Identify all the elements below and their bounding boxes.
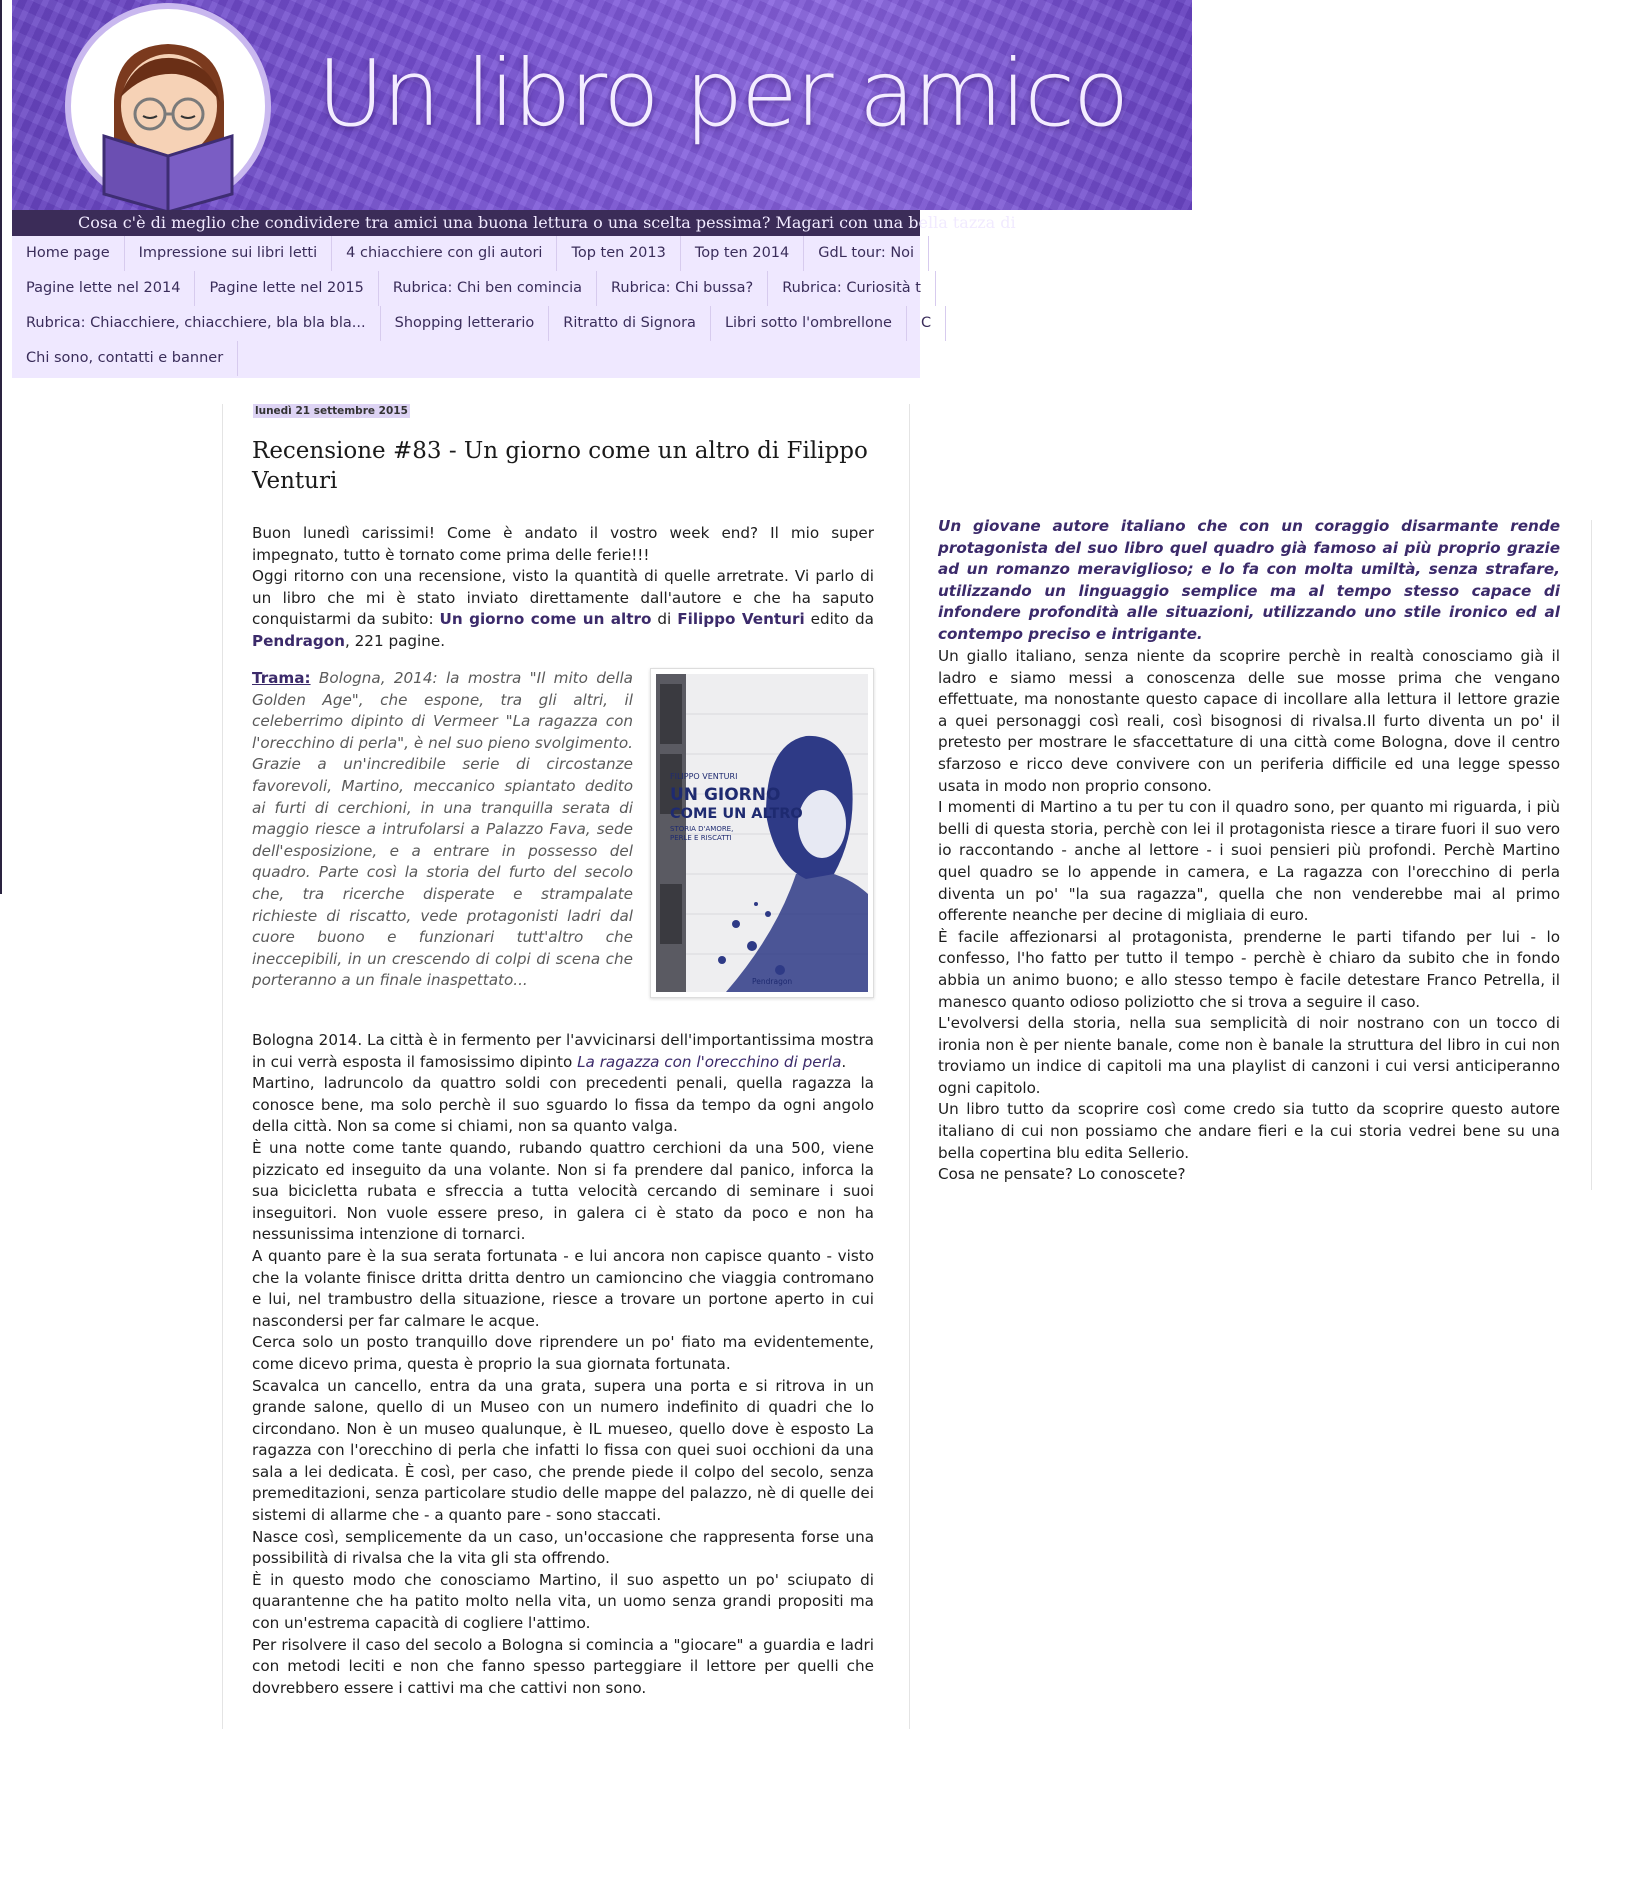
nav-row-3: [12, 306, 946, 341]
cover-subtitle-2: PERLE E RISCATTI: [670, 834, 732, 842]
nav-top-ten-2014[interactable]: Top ten 2014: [681, 236, 804, 271]
right-paragraph-3: È facile affezionarsi al protagonista, prenderne le parti tifando per lui - lo confesso, l'ho fatto per tutto il tempo - perchè è chiaro da subito che in fondo abbia un animo buono; e allo stesso tempo è facile detestare Franco Petrella, il manesco quanto odioso poliziotto che si trova a seguire il caso.: [938, 927, 1560, 1011]
review-continuation: [938, 646, 1560, 1186]
right-paragraph-1: Un giallo italiano, senza niente da scoprire perchè in realtà conosciamo già il ladro e siamo messi a conoscenza delle sue mosse prima che vengano effettuate, ma nonostante questo capace di incollare alla lettura il lettore grazie a quei personaggi così reali, così bisognosi di rivalsa.Il furto diventa un po' il pretesto per mostrare le sfaccettature di una città come Bologna, dove il centro sfarzoso e ricco deve convivere con un periferia difficile ed una legge spesso usata in modo non proprio consono.: [938, 647, 1560, 795]
intro-text-a: Oggi ritorno con una recensione, visto la quantità di quelle arretrate. Vi parlo di un libro che mi è stato inviato direttamente dall'autore e che ha saputo conquistarmi da subito:: [252, 567, 874, 629]
nav-chiacchiere[interactable]: Rubrica: Chiacchiere, chiacchiere, bla bla bla...: [12, 306, 381, 341]
intro-text-b: di: [651, 610, 678, 629]
blog-banner[interactable]: [12, 0, 1192, 210]
nav-row-2: [12, 271, 936, 306]
pages-navigation: [12, 236, 932, 378]
post-date: lunedì 21 settembre 2015: [255, 405, 408, 417]
nav-truncated[interactable]: C: [907, 306, 946, 341]
body-paragraph-4: A quanto pare è la sua serata fortunata - e lui ancora non capisce quanto - visto che la volante finisce dritta dritta dentro un camioncino che viaggia contromano e lui, nel trambustro della situazione, riesce a trovare un portone aperto in cui nascondersi per far calmare le acque.: [252, 1246, 874, 1330]
nav-chi-bussa[interactable]: Rubrica: Chi bussa?: [597, 271, 768, 306]
nav-impressioni[interactable]: Impressione sui libri letti: [125, 236, 333, 271]
book-cover-frame[interactable]: [650, 668, 874, 998]
intro-text-d: , 221 pagine.: [344, 631, 446, 650]
book-title-link[interactable]: Un giorno come un altro: [439, 610, 652, 629]
nav-ritratto[interactable]: Ritratto di Signora: [549, 306, 711, 341]
blog-tagline: Cosa c'è di meglio che condividere tra amici una buona lettura o una scelta pessima? Magari con una bella tazza di: [78, 213, 1016, 232]
publisher-link[interactable]: Pendragon: [252, 631, 345, 650]
nav-gdl-tour[interactable]: GdL tour: Noi: [804, 236, 929, 271]
nav-chi-ben-comincia[interactable]: Rubrica: Chi ben comincia: [379, 271, 597, 306]
cover-title-1: UN GIORNO: [670, 785, 781, 805]
tagline-bar: [12, 210, 1016, 236]
nav-pagine-2015[interactable]: Pagine lette nel 2015: [195, 271, 378, 306]
body-paragraph-9: Per risolvere il caso del secolo a Bologna si comincia a "giocare" a guardia e ladri con metodi leciti e non che fanno spesso parteggiare il lettore per quelli che dovrebbero essere i cattivi ma che cattivi non sono.: [252, 1635, 874, 1697]
cover-author: FILIPPO VENTURI: [670, 772, 738, 781]
body-text-1b: .: [841, 1052, 847, 1071]
nav-row-4: [12, 341, 238, 376]
nav-top-ten-2013[interactable]: Top ten 2013: [557, 236, 680, 271]
author-link[interactable]: Filippo Venturi: [677, 610, 805, 629]
body-paragraph-6: Scavalca un cancello, entra da una grata, supera una porta e si ritrova in un grande salone, quello di un Museo con un numero indefinito di quadri che lo circondano. Non è un museo qualunque, è IL mueseo, quello dove è esposto La ragazza con l'orecchino di perla che infatti lo fissa con quei suoi occhioni da una sala a lei dedicata. È così, per caso, che prende piede il colpo del secolo, senza premeditazioni, senza particolare studio delle mappe del palazzo, nè di quelle dei sistemi di allarme che - a quanto pare - sono staccati.: [252, 1376, 874, 1525]
body-paragraph-2: Martino, ladruncolo da quattro soldi con precedenti penali, quella ragazza la conosce bene, ma solo perchè il suo sguardo lo fissa da tempo da ogni angolo della città. Non sa come si chiami, non sa quanto valga.: [252, 1074, 874, 1136]
left-edge-rule: [0, 0, 2, 894]
nav-shopping[interactable]: Shopping letterario: [381, 306, 550, 341]
body-paragraph-3: È una notte come tante quando, rubando quattro cerchioni da una 500, viene pizzicato ed inseguito da una volante. Non si fa prendere dal panico, inforca la sua bicicletta rubata e sfreccia a tutta velocità cercando di seminare i suoi inseguitori. Non vuole essere preso, in galera ci è stato da poco e non ha nessunissima intenzione di tornarci.: [252, 1138, 874, 1244]
blog-title[interactable]: Un libro per amico: [317, 40, 1128, 147]
book-cover-image: [656, 674, 868, 992]
nav-home[interactable]: Home page: [12, 236, 125, 271]
nav-pagine-2014[interactable]: Pagine lette nel 2014: [12, 271, 195, 306]
synopsis: [252, 668, 633, 992]
right-paragraph-5: Un libro tutto da scoprire così come credo sia tutto da scoprire questo autore italiano di cui non possiamo che andare fieri e la cui storia vedrei bene su una bella copertina blu edita Sellerio.: [938, 1100, 1560, 1162]
nav-chiacchiere-autori[interactable]: 4 chiacchiere con gli autori: [332, 236, 557, 271]
intro-line-1: Buon lunedì carissimi! Come è andato il vostro week end? Il mio super impegnato, tutto è tornato come prima delle ferie!!!: [252, 524, 874, 564]
reading-girl-logo: [64, 6, 280, 216]
right-paragraph-4: L'evolversi della storia, nella sua semplicità di noir nostrano con un tocco di ironia non è per niente banale, come non è banale la struttura del libro in cui non troviamo un indice di capitoli ma una playlist di canzoni i cui versi anticiperanno ogni capitolo.: [938, 1014, 1560, 1097]
nav-chi-sono[interactable]: Chi sono, contatti e banner: [12, 341, 238, 376]
intro-paragraph: [252, 523, 874, 653]
cover-subtitle-1: STORIA D'AMORE,: [670, 825, 734, 833]
nav-ombrellone[interactable]: Libri sotto l'ombrellone: [711, 306, 907, 341]
nav-curiosita[interactable]: Rubrica: Curiosità t: [768, 271, 936, 306]
intro-text-c: edito da: [804, 610, 874, 629]
right-paragraph-6: Cosa ne pensate? Lo conoscete?: [938, 1165, 1186, 1184]
review-body: [252, 1030, 874, 1699]
synopsis-text: Bologna, 2014: la mostra "Il mito della Golden Age", che espone, tra gli altri, il celeberrimo dipinto di Vermeer "La ragazza con l'orecchino di perla", è nel suo pieno svolgimento. Grazie a un'incredibile serie di circostanze favorevoli, Martino, meccanico spiantato dedito ai furti di cerchioni, in una tranquilla serata di maggio riesce a intrufolarsi a Palazzo Fava, sede dell'esposizione, e a entrare in possesso del quadro. Parte così la storia del furto del secolo che, tra ricerche disperate e strampalate richieste di riscatto, vede protagonisti ladri dal cuore buono e funzionari tutt'altro che ineccepibili, in un crescendo di colpi di scena che porteranno a un finale inaspettato...: [252, 669, 633, 990]
body-paragraph-7: Nasce così, semplicemente da un caso, un'occasione che rappresenta forse una possibilità di rivalsa che la vita gli sta offrendo.: [252, 1527, 874, 1568]
right-paragraph-2: I momenti di Martino a tu per tu con il quadro sono, per quanto mi riguarda, i più belli di questa storia, perchè con lei il protagonista riesce a tirare fuori il suo vero io raccontando - anche al lettore - i suoi pensieri più profondi. Perchè Martino quel quadro se lo appende in camera, e La ragazza con l'orecchino di perla diventa un po' "la sua ragazza", quella che non venderebbe mai al primo offerente neanche per decine di migliaia di euro.: [938, 798, 1560, 925]
cover-title-2: COME UN ALTRO: [670, 806, 803, 822]
body-paragraph-5: Cerca solo un posto tranquillo dove riprendere un po' fiato ma evidentemente, come dicevo prima, questa è proprio la sua giornata fortunata.: [252, 1333, 874, 1373]
painting-link[interactable]: La ragazza con l'orecchino di perla: [577, 1052, 842, 1071]
body-text-1a: Bologna 2014. La città è in fermento per l'avvicinarsi dell'importantissima mostra in cui verrà esposta il famosissimo dipinto: [252, 1031, 874, 1071]
body-paragraph-8: È in questo modo che conosciamo Martino, il suo aspetto un po' sciupato di quarantenne che ha patito molto nella vita, un uomo senza grandi propositi ma con un'estrema capacità di cogliere l'attimo.: [252, 1570, 874, 1633]
review-highlight: Un giovane autore italiano che con un coraggio disarmante rende protagonista del suo libro quel quadro già famoso ai più proprio grazie ad un romanzo meraviglioso; e lo fa con molta umiltà, senza strafare, utilizzando un linguaggio semplice ma al tempo stesso capace di infondere profondità alle situazioni, utilizzando uno stile ironico ed al contempo preciso e intrigante.: [938, 517, 1560, 643]
synopsis-label: Trama:: [252, 669, 311, 687]
post-title[interactable]: Recensione #83 - Un giorno come un altro di Filippo Venturi: [252, 438, 868, 494]
nav-row-1: [12, 236, 929, 271]
right-column-rule: [1591, 520, 1592, 1190]
cover-publisher: Pendragon: [752, 977, 793, 986]
